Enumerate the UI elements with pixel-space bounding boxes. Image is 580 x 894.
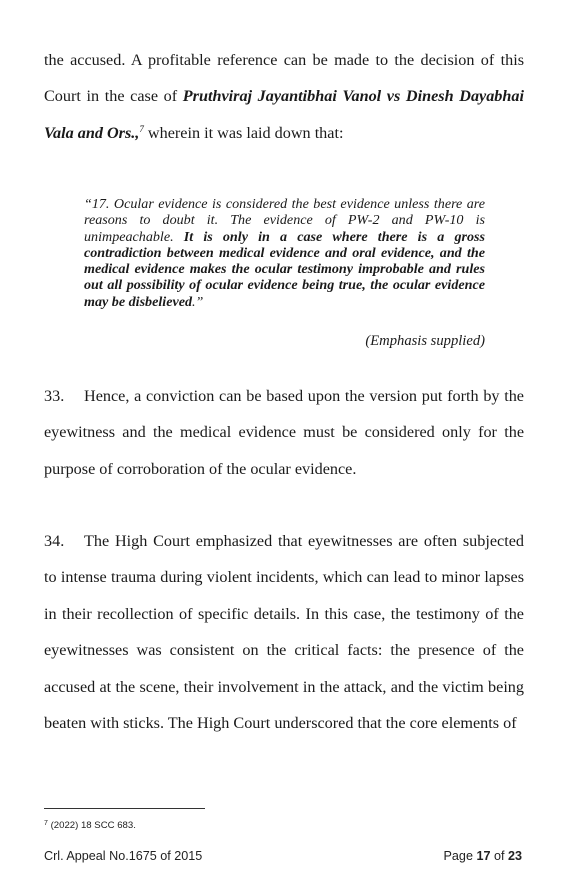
case-name: Pruthviraj Jayantibhai Vanol vs Dinesh Dayabhai Vala and Ors., [44, 87, 524, 142]
page-prefix: Page [443, 849, 477, 863]
paragraph-text: Hence, a conviction can be based upon the version put forth by the eyewitness and the medical evidence must be considered only for the purpose of corroboration of the ocular evidence. [44, 387, 524, 478]
paragraph-34 [44, 523, 524, 741]
intro-text-b: wherein it was laid down that: [143, 123, 344, 142]
paragraph-number: 34. [44, 532, 65, 550]
footnote-marker: 7 [44, 820, 48, 827]
page-number: 17 [476, 849, 491, 863]
block-quote [84, 196, 485, 310]
footer-case-label: Crl. Appeal No.1675 of 2015 [44, 849, 203, 863]
footnote-text: (2022) 18 SCC 683. [47, 820, 136, 831]
paragraph-intro [44, 42, 524, 151]
quote-plain-text: “17. Ocular evidence is considered the best evidence unless there are reasons to doubt it. The evidence of PW-2 and PW-10 is unimpeachable. [84, 196, 485, 245]
footnote-reference[interactable]: 7 [139, 123, 144, 134]
page-total: 23 [507, 849, 522, 863]
footer-page-indicator [444, 849, 522, 863]
page-of: of [490, 849, 508, 863]
paragraph-33 [44, 378, 524, 487]
paragraph-text: The High Court emphasized that eyewitnesses are often subjected to intense trauma during violent incidents, which can lead to minor lapses in their recollection of specific details. In this case, the testimony of the eyewitnesses was consistent on the critical facts: the presence of the accused at the scene, their involvement in the attack, and the victim being beaten with sticks. The High Court underscored that the core elements of [44, 532, 524, 733]
footnote-divider [44, 808, 205, 809]
paragraph-number: 33. [44, 387, 65, 405]
emphasis-note: (Emphasis supplied) [365, 333, 485, 349]
footnote [44, 820, 136, 831]
quote-closing: .” [192, 293, 204, 310]
quote-bold-text: It is only in a case where there is a gross contradiction between medical evidence and oral evidence, and the medical evidence makes the ocular testimony improbable and rules out all possibility of ocular evidence being true, the ocular evidence may be disbelieved [84, 228, 485, 310]
intro-text-a: the accused. A profitable reference can be made to the decision of this Court in the case of [44, 51, 524, 106]
